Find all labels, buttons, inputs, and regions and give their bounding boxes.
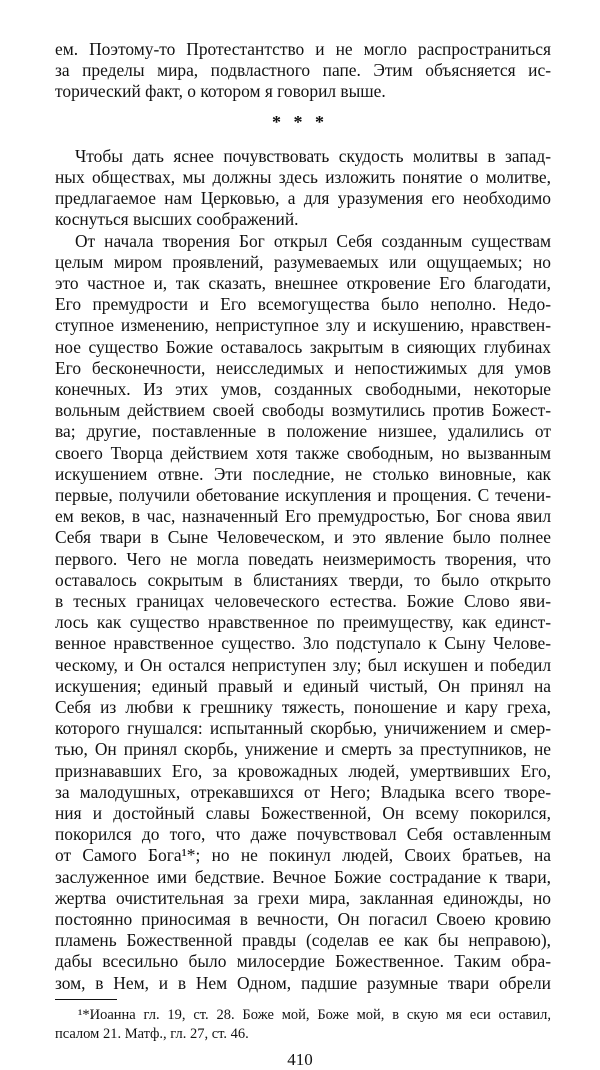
text-line: Себя из любви к грешнику тяжесть, поношение и кару греха,	[55, 697, 551, 717]
text-line: коснуться высших соображений.	[55, 209, 299, 230]
text-line: это частное и, так сказать, внешнее откровение Его благодати,	[55, 273, 551, 293]
text-line: ных обществах, мы должны здесь изложить понятие о молитве,	[55, 167, 551, 187]
text-line: пламень Божественной правды (соделав ее как бы неправою),	[55, 930, 551, 951]
text-line: заслуженное ими бедствие. Вечное Божие сострадание к твари,	[55, 866, 551, 887]
footnote-rule	[55, 999, 117, 1000]
text-line: ем веков, в час, назначенный Его премудростью, Бог снова явил	[55, 506, 551, 527]
text-line: предлагаемое нам Церковью, а для уразумения его необходимо	[55, 188, 551, 209]
footnote-text: псалом 21. Матф., гл. 27, ст. 46.	[55, 1025, 249, 1042]
text-line: покорился до того, что даже почувствовал Себя оставленным	[55, 824, 551, 845]
text-line: ем. Поэтому-то Протестантство и не могло распространиться	[55, 39, 551, 59]
text-line: Себя твари в Сыне Человеческом, и это явление было полнее	[55, 527, 551, 548]
text-line: венное нравственное существо. Зло подступало к Сыну Челове-	[55, 633, 551, 654]
text-line: торический факт, о котором я говорил выше.	[55, 81, 386, 102]
text-line: ступное изменению, неприступное злу и искушению, нравствен-	[55, 315, 551, 336]
text-line: Его премудрости и Его всемогущества было неполно. Недо-	[55, 294, 551, 315]
text-line: ния и достойный славы Божественной, Он всему покорился,	[55, 803, 551, 823]
text-line: оставалось сокрытым в блистаниях тверди, то было открыто	[55, 569, 551, 590]
text-line: конечных. Из этих умов, созданных свободными, некоторые	[55, 379, 551, 399]
text-line: первого. Чего не могла поведать неизмеримость творения, что	[55, 548, 551, 569]
text-line: лось как существо нравственное по преимуществу, как единст-	[55, 612, 551, 633]
text-line: постоянно приносимая в вечности, Он погасил Своею кровию	[55, 909, 551, 929]
text-line: ческому, и Он остался неприступен злу; был искушен и победил	[55, 654, 551, 675]
text-line: за пределы мира, подвластного папе. Этим объясняется ис-	[55, 60, 551, 81]
page-number: 410	[287, 1049, 313, 1069]
text-line: за малодушных, отрекавшихся от Него; Владыка всего творе-	[55, 781, 551, 802]
text-line: вольным действием своей свободы возмутились против Божест-	[55, 400, 551, 421]
text-line: первые, получили обетование искупления и прощения. С течени-	[55, 485, 551, 505]
text-line: ва; другие, поставленные в положение низшее, удалились от	[55, 421, 551, 442]
text-line: жертва очистительная за грехи мира, закланная единожды, но	[55, 887, 551, 908]
text-line: Чтобы дать яснее почувствовать скудость молитвы в запад-	[75, 145, 551, 166]
text-line: в тесных границах человеческого естества. Божие Слово яви-	[55, 591, 551, 611]
text-line: искушения; единый правый и единый чистый, Он принял на	[55, 675, 551, 696]
text-line: своего Творца действием хотя также свободным, но вызванным	[55, 442, 551, 463]
text-line: тью, Он принял скорбь, унижение и смерть за преступников, не	[55, 739, 551, 760]
text-line: искушением отвне. Эти последние, не столько виновные, как	[55, 463, 551, 484]
text-line: Его бесконечности, неисследимых и непостижимых для умов	[55, 357, 551, 378]
text-line: дабы всесильно было милосердие Божественное. Таким обра-	[55, 951, 551, 972]
footnote-text: ¹*Иоанна гл. 19, ст. 28. Боже мой, Боже мой, в скую мя еси оставил,	[78, 1006, 551, 1023]
text-line: признававших Его, за кровожадных людей, умертвивших Его,	[55, 760, 551, 781]
text-line: от Самого Бога¹*; но не покинул людей, Своих братьев, на	[55, 845, 551, 866]
section-separator: * * *	[272, 111, 328, 132]
text-line: целым миром проявлений, разумеваемых или ощущаемых; но	[55, 251, 551, 272]
text-line: которого гнушался: испытанный скорбью, уничижением и смер-	[55, 718, 551, 739]
text-line: зом, в Нем, и в Нем Одном, падшие разумные твари обрели	[55, 972, 551, 993]
text-line: ное существо Божие оставалось закрытым в сияющих глубинах	[55, 336, 551, 357]
text-line: От начала творения Бог открыл Себя созданным существам	[75, 230, 551, 251]
